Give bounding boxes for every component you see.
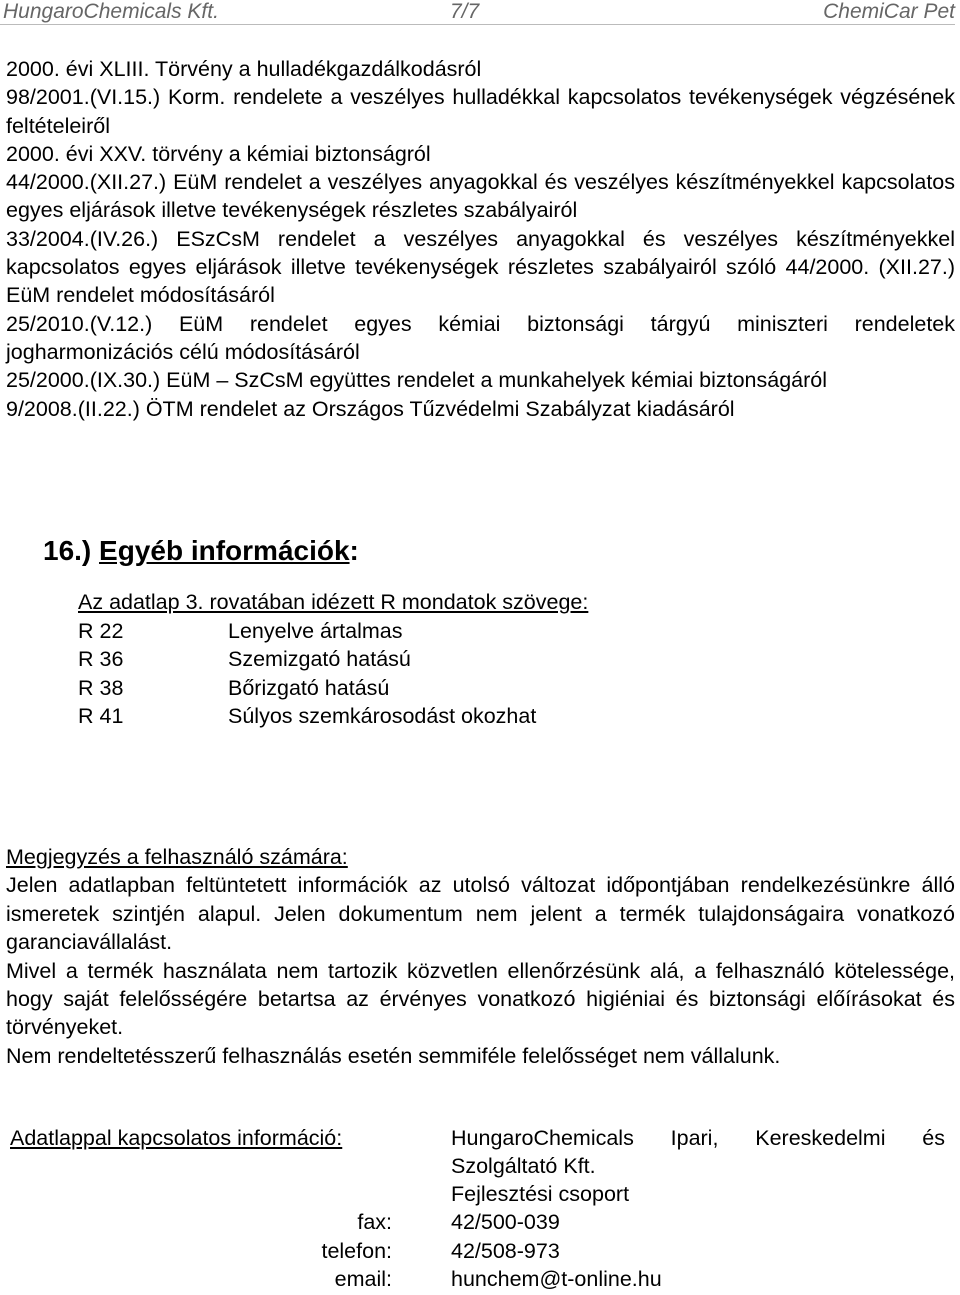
user-note-caption: Megjegyzés a felhasználó számára: xyxy=(6,845,348,869)
fax-value: 42/500-039 xyxy=(451,1210,560,1234)
phone-label: telefon: xyxy=(321,1239,392,1263)
user-note-paragraph: Nem rendeltetésszerű felhasználás esetén semmiféle felelősséget nem vállalunk. xyxy=(6,1043,781,1068)
contact-company xyxy=(451,1124,945,1209)
email-label: email: xyxy=(334,1267,392,1291)
regulation-item: 2000. évi XXV. törvény a kémiai biztonságról xyxy=(6,141,431,166)
user-note-paragraph: Mivel a termék használata nem tartozik közvetlen ellenőrzésünk alá, a felhasználó kötelessége, hogy saját felelősségére betartsa az érvényes vonatkozó higiéniai és biztonsági előírásokat és törvényeket. xyxy=(6,958,955,1040)
r-phrases-table xyxy=(78,588,588,731)
fax-label: fax: xyxy=(357,1210,392,1234)
regulation-item: 98/2001.(VI.15.) Korm. rendelete a veszélyes hulladékkal kapcsolatos tevékenységek végzésének feltételeiről xyxy=(6,85,955,138)
r-phrase-code: R 41 xyxy=(78,704,124,728)
r-phrase-text: Súlyos szemkárosodást okozhat xyxy=(228,704,537,728)
regulation-item: 9/2008.(II.22.) ÖTM rendelet az Országos Tűzvédelmi Szabályzat kiadásáról xyxy=(6,396,735,421)
r-phrase-text: Szemizgató hatású xyxy=(228,647,411,671)
user-note-paragraph: Jelen adatlapban feltüntetett információk az utolsó változat időpontjában rendelkezésünkre álló ismeretek szintjén alapul. Jelen dokumentum nem jelent a termék tulajdonságaira vonatkozó garanciavállalást. xyxy=(6,873,955,955)
contact-fax-row xyxy=(0,1208,960,1236)
regulation-item: 2000. évi XLIII. Törvény a hulladékgazdálkodásról xyxy=(6,57,482,81)
company-name: HungaroChemicals Ipari, Kereskedelmi és Szolgáltató Kft. xyxy=(451,1126,945,1179)
header-product: ChemiCar Pet xyxy=(823,0,955,23)
r-phrase-code: R 22 xyxy=(78,618,124,643)
r-phrase-code: R 36 xyxy=(78,647,124,671)
r-phrase-row xyxy=(78,645,588,674)
regulations-list xyxy=(6,55,955,423)
r-phrase-row xyxy=(78,674,588,703)
phone-value: 42/508-973 xyxy=(451,1239,560,1263)
header-company: HungaroChemicals Kft. xyxy=(3,0,219,23)
r-phrase-row xyxy=(78,617,588,646)
section-title: Egyéb információk xyxy=(99,535,350,566)
r-phrases-caption: Az adatlap 3. rovatában idézett R mondatok szövege: xyxy=(78,590,589,614)
r-phrase-text: Bőrizgató hatású xyxy=(228,675,390,700)
r-phrase-code: R 38 xyxy=(78,675,124,700)
regulation-item: 33/2004.(IV.26.) ESzCsM rendelet a veszélyes anyagokkal és veszélyes készítményekkel kapcsolatos egyes eljárások illetve tevékenységek részletes szabályairól szóló 44/2000. (XII.27.) EüM rendelet módosításáról xyxy=(6,226,955,308)
section-16-heading xyxy=(43,535,359,567)
contact-phone-row xyxy=(0,1237,960,1265)
user-note xyxy=(6,843,955,1070)
regulation-item: 44/2000.(XII.27.) EüM rendelet a veszélyes anyagokkal és veszélyes készítményekkel kapcsolatos egyes eljárások illetve tevékenységek részletes szabályairól xyxy=(6,170,955,223)
regulation-item: 25/2000.(IX.30.) EüM – SzCsM együttes rendelet a munkahelyek kémiai biztonságáról xyxy=(6,368,828,393)
header-page-number: 7/7 xyxy=(450,0,480,23)
section-title-colon: : xyxy=(349,535,359,566)
section-number: 16.) xyxy=(43,535,92,566)
email-value: hunchem@t-online.hu xyxy=(451,1267,662,1291)
page-header xyxy=(0,0,955,25)
r-phrase-text: Lenyelve ártalmas xyxy=(228,618,403,643)
contact-email-row xyxy=(0,1265,960,1293)
company-department: Fejlesztési csoport xyxy=(451,1182,630,1207)
r-phrase-row xyxy=(78,702,588,731)
regulation-item: 25/2010.(V.12.) EüM rendelet egyes kémiai biztonsági tárgyú miniszteri rendeletek jogharmonizációs célú módosításáról xyxy=(6,311,955,364)
contact-label: Adatlappal kapcsolatos információ: xyxy=(10,1126,343,1150)
